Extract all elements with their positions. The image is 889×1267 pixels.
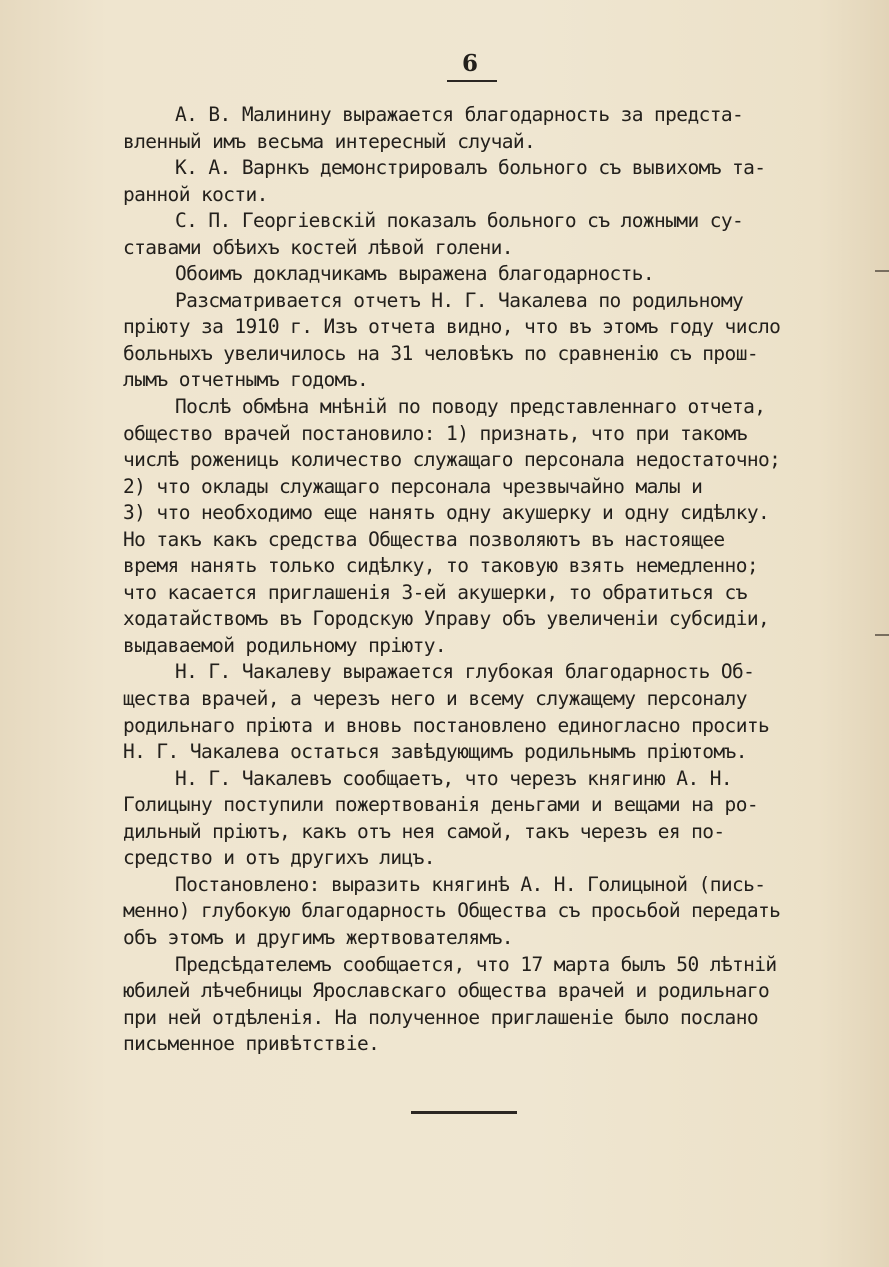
page-number-underline	[447, 80, 497, 82]
text-line: родильнаго пріюта и вновь постановлено единогласно просить	[123, 713, 770, 737]
text-line: при ней отдѣленія. На полученное приглашеніе было послано	[123, 1005, 758, 1029]
text-line: юбилей лѣчебницы Ярославскаго общества врачей и родильнаго	[123, 979, 770, 1003]
text-line: щества врачей, а черезъ него и всему служащему персоналу	[123, 687, 747, 711]
paragraph	[123, 766, 813, 872]
end-divider	[411, 1111, 517, 1114]
text-line: больныхъ увеличилось на 31 человѣкъ по сравненію съ прош-	[123, 341, 758, 365]
text-line: лымъ отчетнымъ годомъ.	[123, 368, 369, 392]
text-line: Н. Г. Чакалеву выражается глубокая благодарность Об-	[175, 660, 755, 684]
text-line: С. П. Георгіевскій показалъ больного съ ложными су-	[175, 209, 744, 233]
text-line: пріюту за 1910 г. Изъ отчета видно, что въ этомъ году число	[123, 315, 781, 339]
text-line: Н. Г. Чакалевъ сообщаетъ, что черезъ княгиню А. Н.	[175, 766, 732, 790]
text-line: К. А. Варнкъ демонстрировалъ больного съ вывихомъ та-	[175, 156, 766, 180]
text-line: 3) что необходимо еще нанять одну акушерку и одну сидѣлку.	[123, 501, 770, 525]
text-line: Разсматривается отчетъ Н. Г. Чакалева по родильному	[175, 288, 744, 312]
text-line: вленный имъ весьма интересный случай.	[123, 129, 536, 153]
paragraph	[123, 872, 813, 952]
edge-mark	[875, 634, 889, 636]
text-line: объ этомъ и другимъ жертвователямъ.	[123, 925, 513, 949]
text-line: выдаваемой родильному пріюту.	[123, 633, 447, 657]
text-line: ставами обѣихъ костей лѣвой голени.	[123, 235, 513, 259]
text-line: Постановлено: выразить княгинѣ А. Н. Голицыной (пись-	[175, 872, 766, 896]
paragraph	[123, 208, 813, 261]
text-line: время нанять только сидѣлку, то таковую взять немедленно;	[123, 554, 758, 578]
text-line: ходатайствомъ въ Городскую Управу объ увеличеніи субсидіи,	[123, 607, 770, 631]
paragraph	[123, 102, 813, 155]
edge-mark	[875, 270, 889, 272]
text-line: числѣ рожениць количество служащаго персонала недостаточно;	[123, 448, 781, 472]
text-line: Обоимъ докладчикамъ выражена благодарность.	[175, 262, 655, 286]
text-line: А. В. Малинину выражается благодарность за предста-	[175, 103, 744, 126]
paragraph	[123, 288, 813, 394]
text-line: ранной кости.	[123, 182, 268, 206]
text-line: Предсѣдателемъ сообщается, что 17 марта былъ 50 лѣтній	[175, 952, 777, 976]
text-line: общество врачей постановило: 1) признать, что при такомъ	[123, 421, 747, 445]
text-line: Н. Г. Чакалева остаться завѣдующимъ родильнымъ пріютомъ.	[123, 740, 747, 764]
text-line: дильный пріютъ, какъ отъ нея самой, такъ черезъ ея по-	[123, 819, 725, 843]
text-line: письменное привѣтствіе.	[123, 1032, 380, 1056]
text-line: менно) глубокую благодарность Общества съ просьбой передать	[123, 899, 781, 923]
text-line: Но такъ какъ средства Общества позволяютъ въ настоящее	[123, 527, 725, 551]
text-line: что касается приглашенія 3-ей акушерки, то обратиться съ	[123, 580, 747, 604]
text-line: Послѣ обмѣна мнѣній по поводу представленнаго отчета,	[175, 395, 766, 419]
paragraph	[123, 155, 813, 208]
body-text	[123, 102, 813, 1058]
paragraph	[123, 659, 813, 765]
paragraph	[123, 394, 813, 659]
text-line: средство и отъ другихъ лицъ.	[123, 846, 435, 870]
page-number: 6	[461, 50, 478, 77]
text-line: Голицыну поступили пожертвованія деньгами и вещами на ро-	[123, 793, 758, 817]
paragraph	[123, 952, 813, 1058]
text-line: 2) что оклады служащаго персонала чрезвычайно малы и	[123, 474, 703, 498]
paragraph	[123, 261, 813, 288]
